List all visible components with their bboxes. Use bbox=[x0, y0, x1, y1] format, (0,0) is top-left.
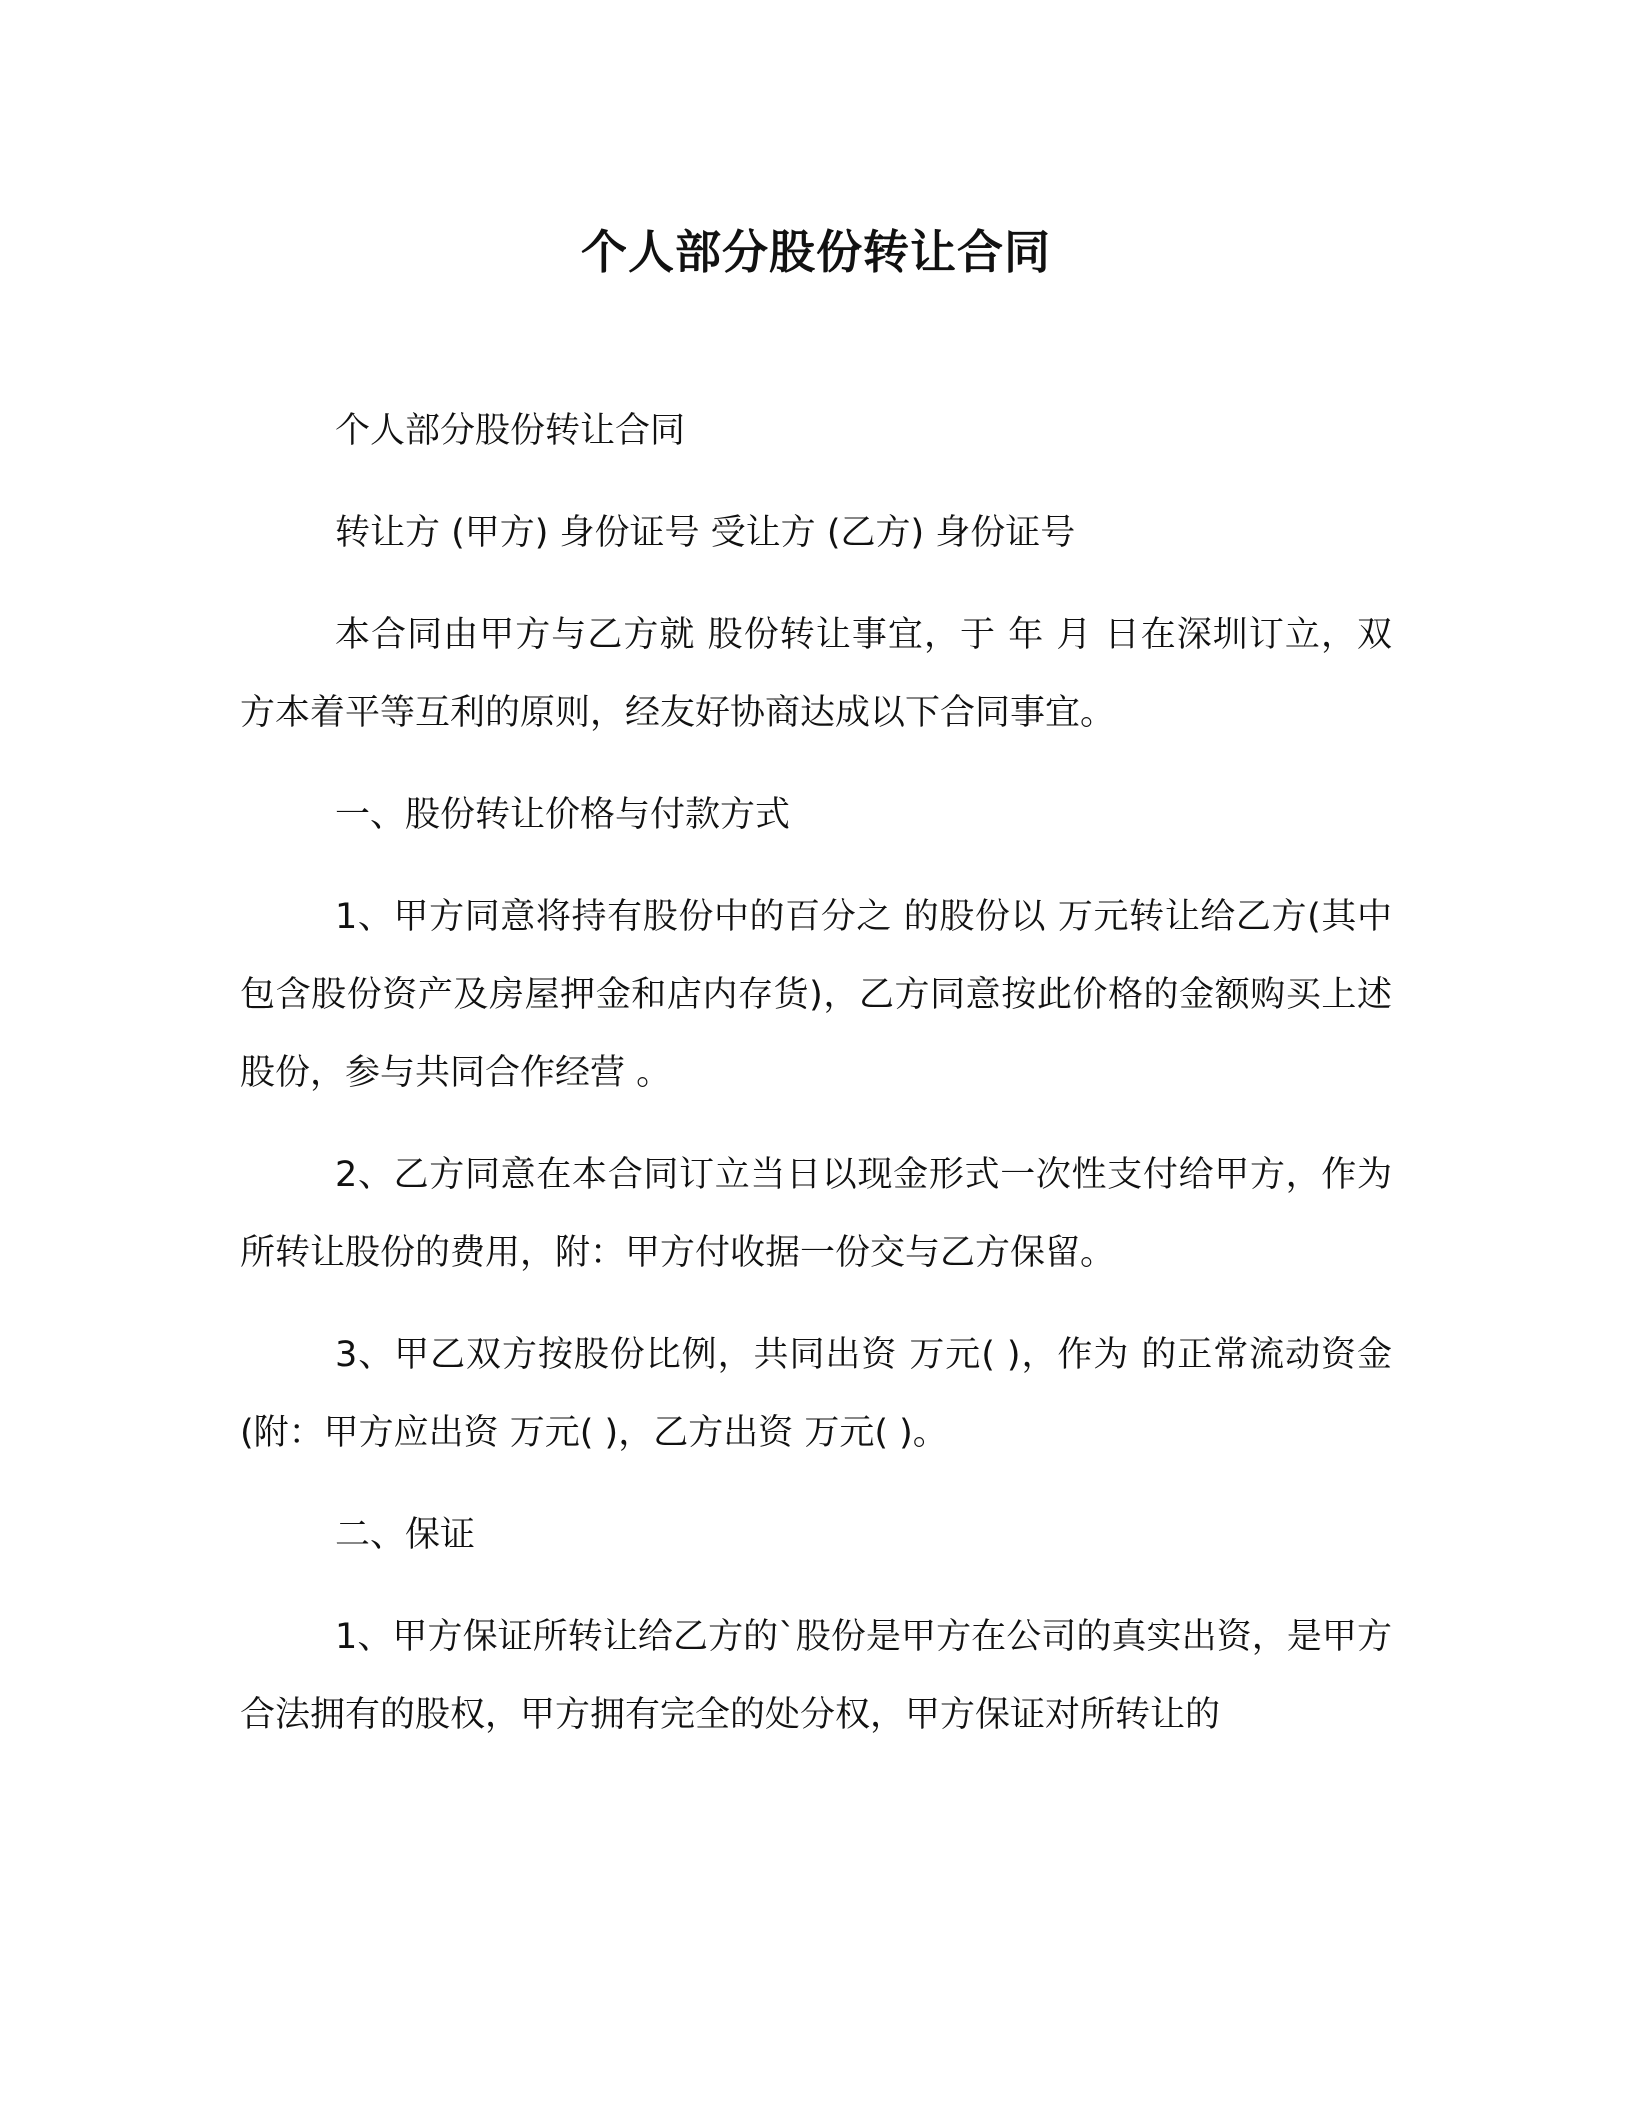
section-heading-price-payment: 一、股份转让价格与付款方式 bbox=[335, 795, 791, 835]
document-body bbox=[240, 392, 1392, 1778]
clause-1-1: 1、甲方同意将持有股份中的百分之 的股份以 万元转让给乙方(其中包含股份资产及房屋押金和店内存货)，乙方同意按此价格的金额购买上述股份，参与共同合作经营 。 bbox=[240, 897, 1392, 1093]
parties-paragraph: 转让方 (甲方) 身份证号 受让方 (乙方) 身份证号 bbox=[335, 513, 1076, 553]
subtitle-paragraph: 个人部分股份转让合同 bbox=[335, 411, 686, 451]
clause-1-3: 3、甲乙双方按股份比例，共同出资 万元( )，作为 的正常流动资金(附：甲方应出资 万元( )，乙方出资 万元( )。 bbox=[240, 1335, 1392, 1453]
intro-paragraph: 本合同由甲方与乙方就 股份转让事宜，于 年 月 日在深圳订立，双方本着平等互利的原则，经友好协商达成以下合同事宜。 bbox=[240, 615, 1392, 733]
document-title: 个人部分股份转让合同 bbox=[581, 225, 1051, 279]
clause-2-1: 1、甲方保证所转让给乙方的`股份是甲方在公司的真实出资，是甲方合法拥有的股权，甲方拥有完全的处分权，甲方保证对所转让的 bbox=[240, 1617, 1392, 1735]
clause-1-2: 2、乙方同意在本合同订立当日以现金形式一次性支付给甲方，作为所转让股份的费用，附：甲方付收据一份交与乙方保留。 bbox=[240, 1155, 1392, 1273]
section-heading-guarantee: 二、保证 bbox=[335, 1515, 476, 1555]
